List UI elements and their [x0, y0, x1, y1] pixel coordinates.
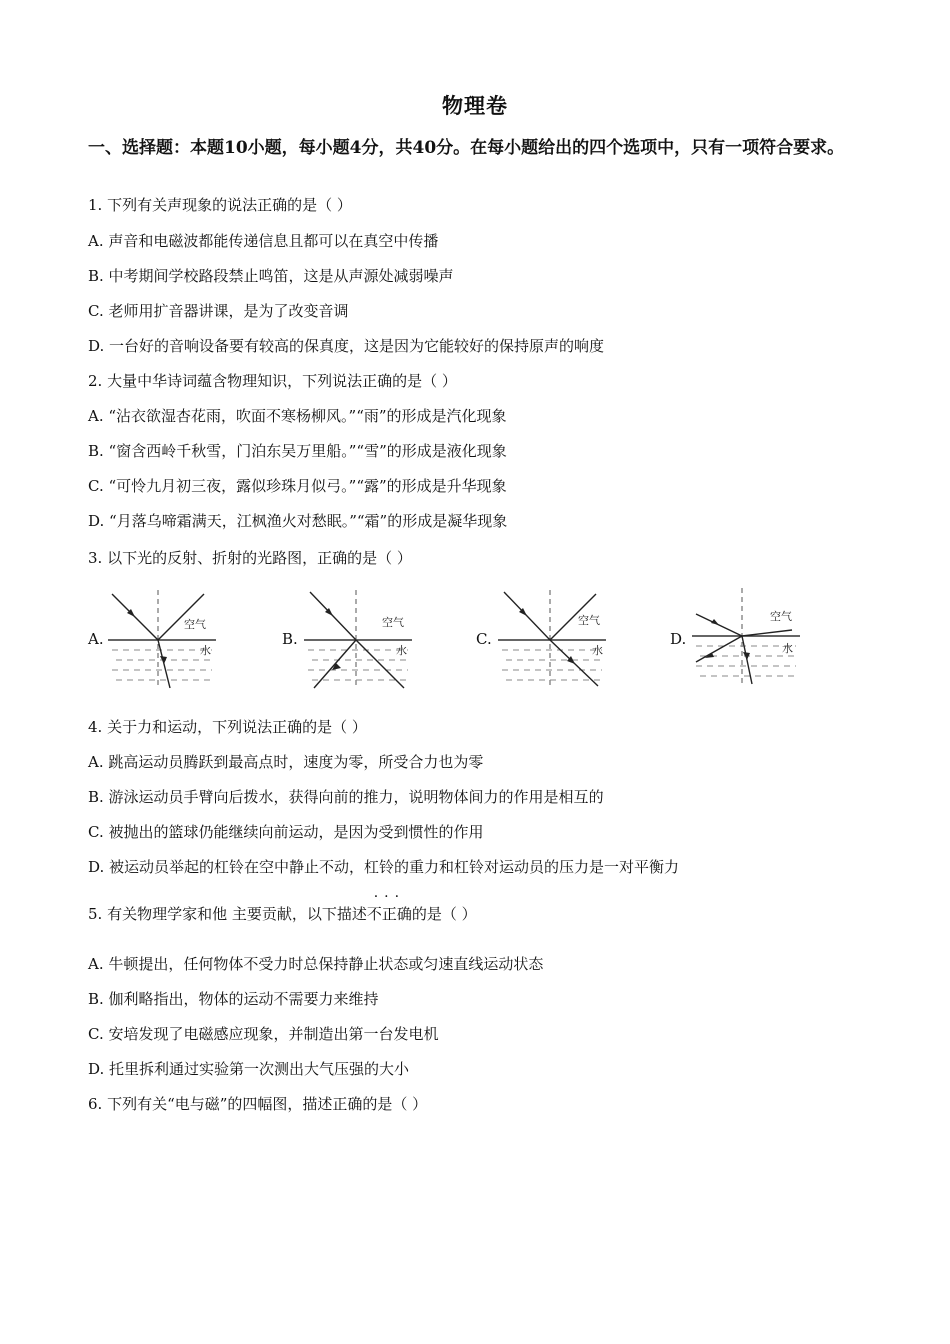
q3-label-d: D. [670, 630, 687, 648]
q5-emphasis-text: 不正确 [366, 905, 412, 923]
q3-diagram-d [692, 586, 802, 690]
q3-label-a: A. [88, 630, 104, 648]
q5-option-c: C. 安培发现了电磁感应现象，并制造出第一台发电机 [88, 1025, 439, 1043]
section-heading: 一、选择题：本题10小题，每小题4分，共40分。在每小题给出的四个选项中，只有一项符合要求。 [88, 138, 845, 158]
q6-stem: 6. 下列有关“电与磁”的四幅图，描述正确的是（ ） [88, 1095, 428, 1113]
q3-diagram-b [304, 588, 414, 690]
q5-stem [88, 889, 477, 924]
q5-emphasis [366, 889, 412, 924]
q1-option-d: D. 一台好的音响设备要有较高的保真度，这是因为它能较好的保持原声的响度 [88, 337, 605, 355]
q1-option-c: C. 老师用扩音器讲课，是为了改变音调 [88, 302, 349, 320]
q5-stem-start: 5. 有关物理学家和他 主要贡献，以下描述 [88, 905, 367, 923]
q2-option-c: C. “可怜九月初三夜，露似珍珠月似弓。”“露”的形成是升华现象 [88, 477, 507, 495]
q4-option-b: B. 游泳运动员手臂向后拨水，获得向前的推力，说明物体间力的作用是相互的 [88, 788, 604, 806]
q1-stem: 1. 下列有关声现象的说法正确的是（ ） [88, 196, 352, 214]
q3-stem: 3. 以下光的反射、折射的光路图，正确的是（ ） [88, 549, 412, 567]
q1-option-b: B. 中考期间学校路段禁止鸣笛，这是从声源处减弱噪声 [88, 267, 454, 285]
q3-diagram-c [498, 588, 608, 690]
water-label: 水 [592, 644, 603, 657]
air-label: 空气 [382, 616, 404, 629]
air-label: 空气 [184, 618, 206, 631]
q4-stem: 4. 关于力和运动，下列说法正确的是（ ） [88, 718, 367, 736]
q5-option-b: B. 伽利略指出，物体的运动不需要力来维持 [88, 990, 379, 1008]
q4-option-c: C. 被抛出的篮球仍能继续向前运动，是因为受到惯性的作用 [88, 823, 484, 841]
q3-diagram-a [108, 588, 218, 690]
air-label: 空气 [770, 610, 792, 623]
q3-label-b: B. [282, 630, 298, 648]
q4-option-d: D. 被运动员举起的杠铃在空中静止不动，杠铃的重力和杠铃对运动员的压力是一对平衡力 [88, 858, 680, 876]
water-label: 水 [782, 642, 793, 655]
emphasis-dots: ··· [373, 889, 406, 905]
q3-label-c: C. [476, 630, 492, 648]
air-label: 空气 [578, 614, 600, 627]
water-label: 水 [200, 644, 211, 657]
page-title: 物理卷 [442, 93, 508, 118]
q2-option-d: D. “月落乌啼霜满天，江枫渔火对愁眠。”“霜”的形成是凝华现象 [88, 512, 508, 530]
q2-option-b: B. “窗含西岭千秋雪，门泊东吴万里船。”“雪”的形成是液化现象 [88, 442, 507, 460]
q2-stem: 2. 大量中华诗词蕴含物理知识，下列说法正确的是（ ） [88, 372, 457, 390]
q1-option-a: A. 声音和电磁波都能传递信息且都可以在真空中传播 [88, 232, 439, 250]
q4-option-a: A. 跳高运动员腾跃到最高点时，速度为零，所受合力也为零 [88, 753, 484, 771]
q5-stem-end: 的是（ ） [411, 905, 477, 923]
water-label: 水 [396, 644, 407, 657]
q5-option-d: D. 托里拆利通过实验第一次测出大气压强的大小 [88, 1060, 410, 1078]
q5-option-a: A. 牛顿提出，任何物体不受力时总保持静止状态或匀速直线运动状态 [88, 955, 544, 973]
q2-option-a: A. “沾衣欲湿杏花雨，吹面不寒杨柳风。”“雨”的形成是汽化现象 [88, 407, 507, 425]
